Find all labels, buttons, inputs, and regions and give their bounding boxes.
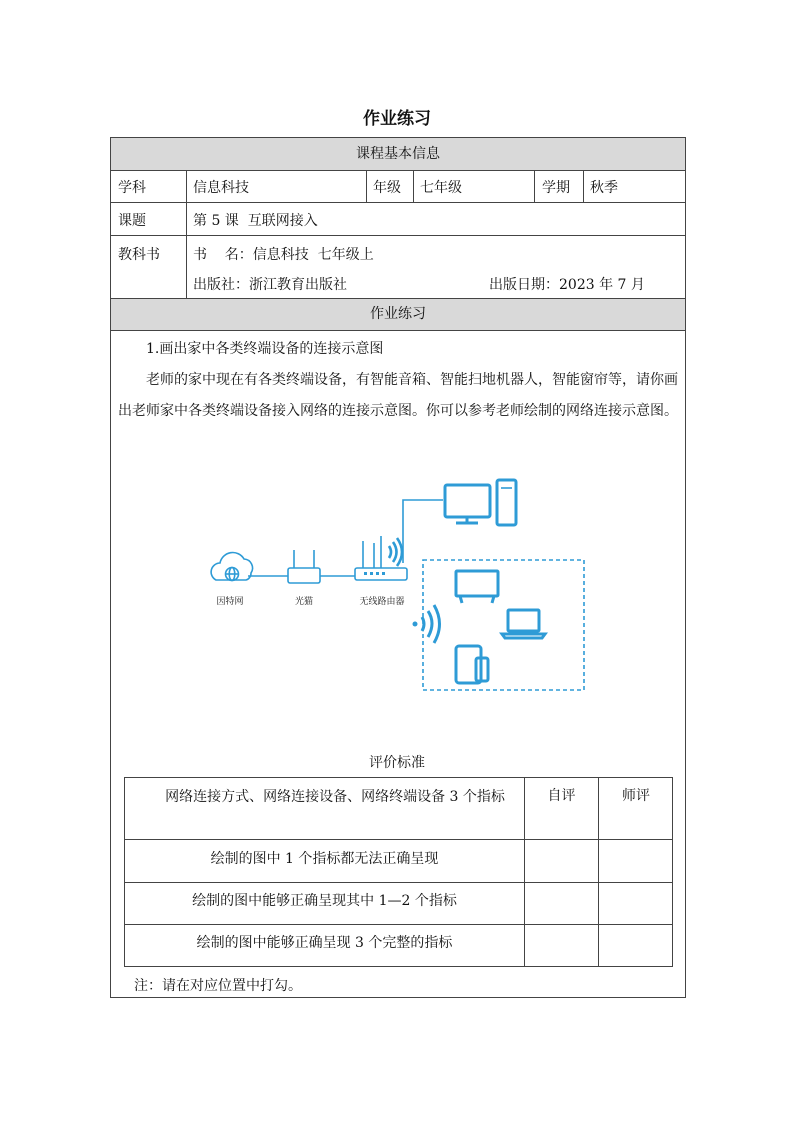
desktop-computer-icon — [445, 480, 516, 525]
subject-value: 信息科技 — [193, 180, 249, 196]
self-eval-header: 自评 — [547, 788, 576, 804]
row-divider — [110, 202, 686, 203]
term-label: 学期 — [542, 180, 570, 196]
column-divider — [186, 170, 187, 298]
row-divider — [124, 882, 673, 883]
textbook-publisher: 出版社：浙江教育出版社 — [193, 277, 347, 293]
row-divider — [110, 235, 686, 236]
laptop-icon — [502, 610, 545, 638]
column-divider — [413, 170, 414, 202]
exercise-paragraph: 老师的家中现在有各类终端设备，有智能音箱、智能扫地机器人，智能窗帘等，请你画出老师家中各类终端设备接入网络的连接示意图。你可以参考老师绘制的网络连接示意图。 — [118, 372, 678, 419]
row-divider — [110, 170, 686, 171]
textbook-label: 教科书 — [118, 247, 160, 263]
tv-icon — [456, 571, 498, 603]
lesson-label: 课题 — [118, 213, 146, 229]
term-value: 秋季 — [590, 180, 618, 196]
lesson-value: 第 5 课 互联网接入 — [193, 213, 318, 229]
exercise-question: 1.画出家中各类终端设备的连接示意图 — [146, 341, 384, 357]
wireless-zone-box — [423, 560, 584, 690]
modem-icon — [288, 550, 320, 583]
subject-label: 学科 — [118, 180, 146, 196]
textbook-name: 书 名：信息科技 七年级上 — [193, 247, 374, 263]
router-label: 无线路由器 — [359, 597, 405, 607]
column-divider — [524, 777, 525, 967]
wifi-icon — [389, 538, 402, 566]
column-divider — [583, 170, 584, 202]
grade-value: 七年级 — [420, 180, 462, 196]
grade-label: 年级 — [373, 180, 401, 196]
link-line — [403, 500, 443, 563]
criteria-header: 网络连接方式、网络连接设备、网络终端设备 3 个指标 — [165, 789, 505, 805]
column-divider — [366, 170, 367, 202]
info-section-header: 课程基本信息 — [111, 138, 685, 170]
network-diagram — [200, 470, 600, 700]
column-divider — [598, 777, 599, 967]
exercise-section-header: 作业练习 — [111, 299, 685, 330]
row-divider — [124, 839, 673, 840]
row-divider — [124, 924, 673, 925]
column-divider — [534, 170, 535, 202]
criteria-row: 绘制的图中能够正确呈现其中 1—2 个指标 — [192, 893, 457, 909]
evaluation-title: 评价标准 — [369, 755, 425, 771]
criteria-row: 绘制的图中 1 个指标都无法正确呈现 — [210, 851, 439, 867]
teacher-eval-header: 师评 — [622, 788, 650, 804]
textbook-date: 出版日期：2023 年 7 月 — [489, 277, 645, 293]
row-divider — [110, 330, 686, 331]
internet-label: 因特网 — [216, 597, 244, 607]
row-divider — [110, 298, 686, 299]
wifi-icon — [422, 605, 440, 643]
modem-label: 光猫 — [294, 597, 314, 607]
criteria-row: 绘制的图中能够正确呈现 3 个完整的指标 — [196, 935, 453, 951]
cloud-globe-icon — [211, 553, 252, 581]
note: 注：请在对应位置中打勾。 — [134, 978, 302, 994]
page-title: 作业练习 — [363, 109, 431, 129]
